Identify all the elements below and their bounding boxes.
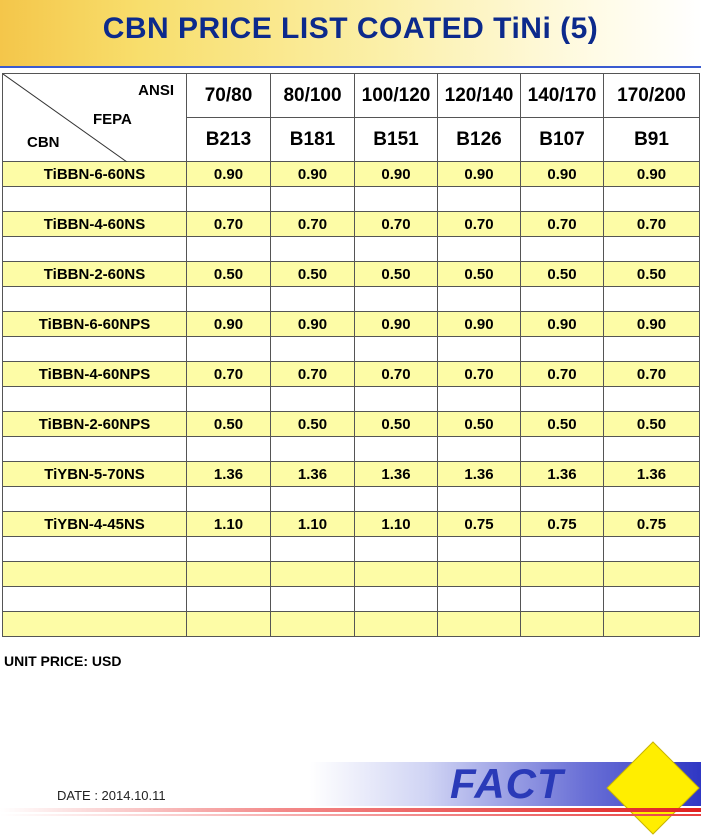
price-cell: 0.70 <box>604 212 700 237</box>
price-cell: 0.90 <box>438 312 521 337</box>
empty-cell <box>438 237 521 262</box>
price-cell: 0.50 <box>187 262 271 287</box>
empty-cell <box>438 437 521 462</box>
price-cell: 0.70 <box>521 212 604 237</box>
fepa-header-cell: B107 <box>521 118 604 162</box>
empty-cell <box>438 287 521 312</box>
price-cell: 0.75 <box>438 512 521 537</box>
date-label: DATE : 2014.10.11 <box>57 788 166 803</box>
empty-cell <box>187 387 271 412</box>
empty-cell <box>438 487 521 512</box>
blank-row <box>3 612 700 637</box>
empty-cell <box>604 287 700 312</box>
empty-cell <box>355 237 438 262</box>
price-cell: 1.36 <box>604 462 700 487</box>
empty-cell <box>355 487 438 512</box>
empty-cell <box>355 187 438 212</box>
price-cell: 1.10 <box>271 512 355 537</box>
fepa-header-cell: B91 <box>604 118 700 162</box>
empty-cell <box>3 437 187 462</box>
price-cell: 0.90 <box>187 312 271 337</box>
empty-cell <box>271 187 355 212</box>
empty-cell <box>604 387 700 412</box>
empty-cell <box>521 337 604 362</box>
empty-cell <box>187 437 271 462</box>
empty-cell <box>271 612 355 637</box>
price-cell: 0.90 <box>521 312 604 337</box>
empty-cell <box>187 487 271 512</box>
empty-cell <box>271 237 355 262</box>
product-name-cell: TiBBN-4-60NS <box>3 212 187 237</box>
spacer-row <box>3 337 700 362</box>
price-cell: 0.90 <box>438 162 521 187</box>
fepa-header-cell: B213 <box>187 118 271 162</box>
price-cell: 1.10 <box>187 512 271 537</box>
empty-cell <box>355 562 438 587</box>
page-title: CBN PRICE LIST COATED TiNi (5) <box>102 12 599 45</box>
ansi-header-cell: 140/170 <box>521 74 604 118</box>
product-row <box>3 462 700 487</box>
spacer-row <box>3 437 700 462</box>
footer-red-line-thin <box>0 814 701 816</box>
empty-cell <box>3 387 187 412</box>
product-row <box>3 312 700 337</box>
price-cell: 0.70 <box>438 362 521 387</box>
fepa-header-cell: B126 <box>438 118 521 162</box>
price-cell: 0.70 <box>355 362 438 387</box>
empty-cell <box>3 337 187 362</box>
empty-cell <box>3 587 187 612</box>
price-cell: 1.36 <box>438 462 521 487</box>
price-cell: 0.70 <box>271 362 355 387</box>
empty-cell <box>521 287 604 312</box>
empty-cell <box>271 537 355 562</box>
empty-cell <box>3 562 187 587</box>
price-cell: 0.70 <box>187 212 271 237</box>
product-row <box>3 512 700 537</box>
fepa-header-cell: B151 <box>355 118 438 162</box>
empty-cell <box>355 587 438 612</box>
price-cell: 0.50 <box>521 262 604 287</box>
ansi-header-cell: 70/80 <box>187 74 271 118</box>
product-name-cell: TiBBN-4-60NPS <box>3 362 187 387</box>
spacer-row <box>3 237 700 262</box>
empty-cell <box>3 237 187 262</box>
empty-cell <box>355 387 438 412</box>
empty-cell <box>187 612 271 637</box>
spacer-row <box>3 487 700 512</box>
cbn-label: CBN <box>27 134 60 151</box>
empty-cell <box>604 537 700 562</box>
empty-cell <box>521 587 604 612</box>
price-cell: 0.70 <box>271 212 355 237</box>
product-name-cell: TiYBN-4-45NS <box>3 512 187 537</box>
product-name-cell: TiBBN-2-60NPS <box>3 412 187 437</box>
empty-cell <box>604 612 700 637</box>
empty-cell <box>271 437 355 462</box>
empty-cell <box>521 187 604 212</box>
empty-cell <box>355 287 438 312</box>
price-cell: 1.36 <box>355 462 438 487</box>
empty-cell <box>355 612 438 637</box>
empty-cell <box>521 487 604 512</box>
ansi-header-cell: 170/200 <box>604 74 700 118</box>
price-cell: 0.75 <box>521 512 604 537</box>
empty-cell <box>271 387 355 412</box>
empty-cell <box>438 562 521 587</box>
price-cell: 0.90 <box>271 312 355 337</box>
empty-cell <box>438 612 521 637</box>
price-cell: 0.90 <box>604 312 700 337</box>
price-cell: 0.50 <box>355 412 438 437</box>
fepa-label: FEPA <box>93 111 132 128</box>
price-cell: 0.50 <box>604 262 700 287</box>
empty-cell <box>187 237 271 262</box>
price-cell: 1.36 <box>271 462 355 487</box>
empty-cell <box>187 562 271 587</box>
empty-cell <box>521 537 604 562</box>
product-name-cell: TiYBN-5-70NS <box>3 462 187 487</box>
price-cell: 0.75 <box>604 512 700 537</box>
price-cell: 0.50 <box>271 262 355 287</box>
ansi-header-cell: 120/140 <box>438 74 521 118</box>
spacer-row <box>3 387 700 412</box>
blank-row <box>3 562 700 587</box>
empty-cell <box>438 187 521 212</box>
empty-cell <box>521 437 604 462</box>
product-row <box>3 262 700 287</box>
empty-cell <box>438 537 521 562</box>
empty-cell <box>271 287 355 312</box>
fepa-header-cell: B181 <box>271 118 355 162</box>
price-cell: 0.50 <box>438 412 521 437</box>
empty-cell <box>3 187 187 212</box>
price-cell: 0.50 <box>604 412 700 437</box>
empty-cell <box>187 587 271 612</box>
price-cell: 1.10 <box>355 512 438 537</box>
empty-cell <box>604 237 700 262</box>
empty-cell <box>3 612 187 637</box>
empty-cell <box>271 487 355 512</box>
empty-cell <box>187 337 271 362</box>
ansi-label: ANSI <box>138 82 174 99</box>
fact-logo: FACT <box>450 760 564 807</box>
blank-row <box>3 587 700 612</box>
price-cell: 0.50 <box>355 262 438 287</box>
product-row <box>3 212 700 237</box>
empty-cell <box>604 187 700 212</box>
product-row <box>3 412 700 437</box>
empty-cell <box>187 537 271 562</box>
price-cell: 1.36 <box>187 462 271 487</box>
product-row <box>3 162 700 187</box>
empty-cell <box>271 562 355 587</box>
empty-cell <box>521 237 604 262</box>
price-cell: 0.70 <box>521 362 604 387</box>
empty-cell <box>271 337 355 362</box>
empty-cell <box>521 612 604 637</box>
product-name-cell: TiBBN-2-60NS <box>3 262 187 287</box>
empty-cell <box>355 337 438 362</box>
spacer-row <box>3 537 700 562</box>
empty-cell <box>271 587 355 612</box>
price-cell: 0.90 <box>187 162 271 187</box>
unit-price-note: UNIT PRICE: USD <box>4 653 122 669</box>
empty-cell <box>438 337 521 362</box>
empty-cell <box>604 562 700 587</box>
empty-cell <box>187 287 271 312</box>
empty-cell <box>355 437 438 462</box>
empty-cell <box>604 587 700 612</box>
header-corner-cell <box>3 74 187 162</box>
empty-cell <box>604 487 700 512</box>
product-row <box>3 362 700 387</box>
empty-cell <box>3 487 187 512</box>
price-cell: 0.70 <box>438 212 521 237</box>
price-cell: 0.70 <box>355 212 438 237</box>
empty-cell <box>438 587 521 612</box>
spacer-row <box>3 287 700 312</box>
price-cell: 0.70 <box>187 362 271 387</box>
empty-cell <box>438 387 521 412</box>
ansi-header-cell: 80/100 <box>271 74 355 118</box>
title-divider <box>0 66 701 68</box>
price-cell: 0.90 <box>271 162 355 187</box>
price-cell: 0.90 <box>521 162 604 187</box>
empty-cell <box>355 537 438 562</box>
empty-cell <box>521 387 604 412</box>
price-cell: 0.50 <box>438 262 521 287</box>
price-cell: 1.36 <box>521 462 604 487</box>
price-cell: 0.90 <box>355 312 438 337</box>
empty-cell <box>604 437 700 462</box>
product-name-cell: TiBBN-6-60NS <box>3 162 187 187</box>
price-cell: 0.50 <box>521 412 604 437</box>
empty-cell <box>187 187 271 212</box>
footer-red-line <box>0 808 701 812</box>
price-cell: 0.90 <box>604 162 700 187</box>
price-cell: 0.70 <box>604 362 700 387</box>
price-cell: 0.50 <box>187 412 271 437</box>
price-cell: 0.90 <box>355 162 438 187</box>
product-name-cell: TiBBN-6-60NPS <box>3 312 187 337</box>
empty-cell <box>604 337 700 362</box>
empty-cell <box>3 537 187 562</box>
spacer-row <box>3 187 700 212</box>
price-cell: 0.50 <box>271 412 355 437</box>
diamond-logo-icon <box>605 740 701 836</box>
empty-cell <box>521 562 604 587</box>
empty-cell <box>3 287 187 312</box>
ansi-header-cell: 100/120 <box>355 74 438 118</box>
price-table <box>2 73 700 637</box>
